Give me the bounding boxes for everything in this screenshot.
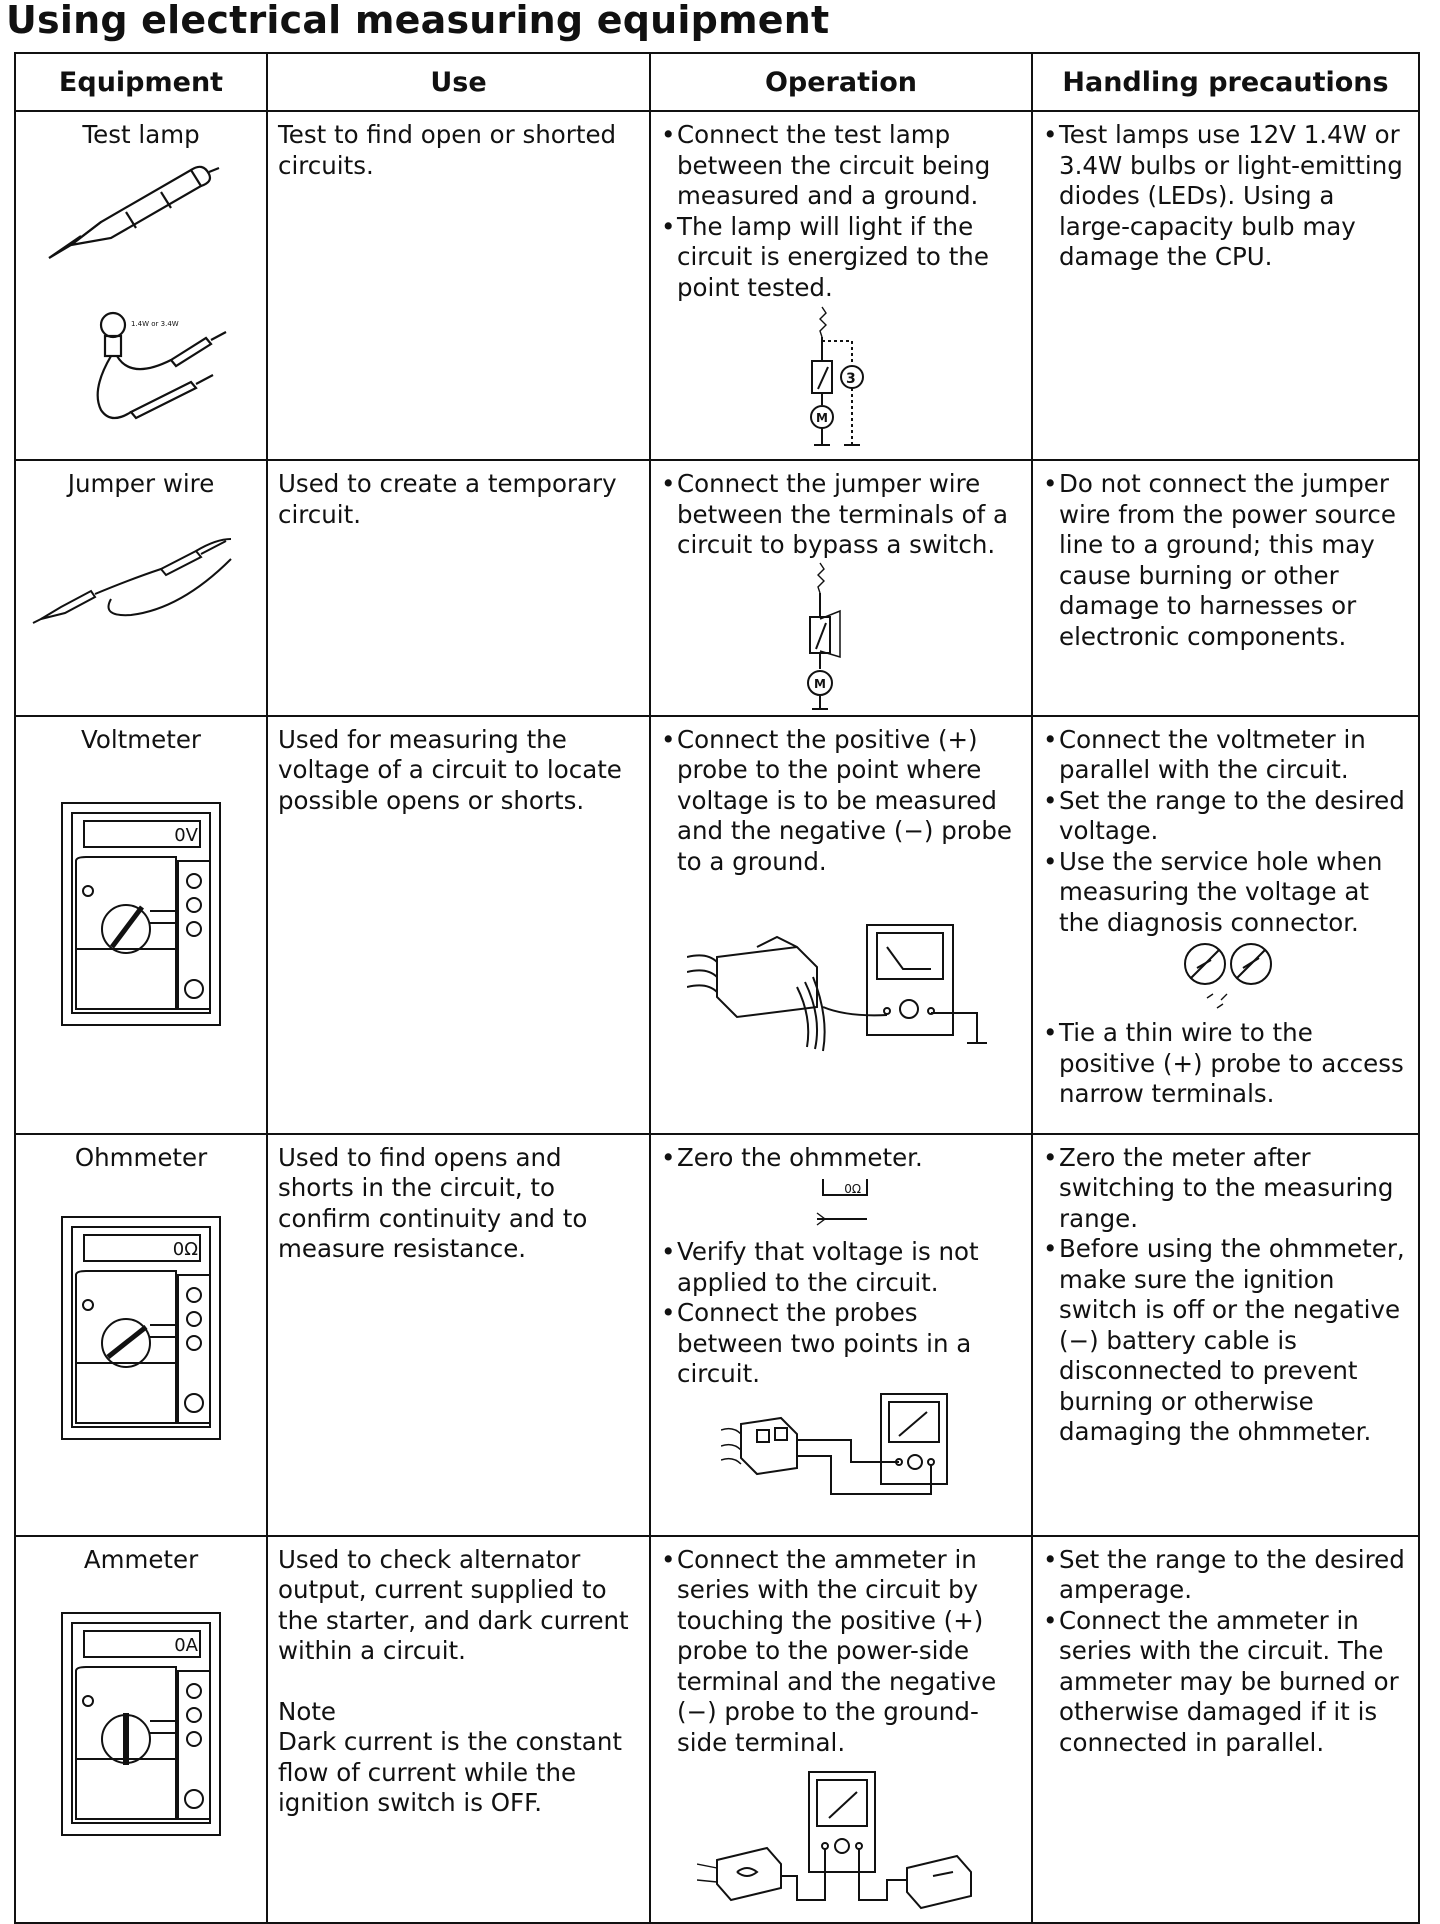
list-item: • Test lamps use 12V 1.4W or 3.4W bulbs or light-emitting diodes (LEDs). Using a large-capacity bulb may damage the CPU. — [1043, 120, 1410, 273]
use-cell — [267, 1536, 650, 1924]
list-item: • Connect the jumper wire between the terminals of a circuit to bypass a switch. — [661, 469, 1023, 561]
precautions-cell — [1032, 716, 1419, 1134]
prohibited-connection-icon — [1167, 938, 1287, 1018]
operation-cell — [650, 716, 1032, 1134]
header-row — [15, 53, 1419, 111]
equipment-name: Jumper wire — [67, 469, 215, 498]
lamp-symbol-label: 3 — [846, 371, 856, 387]
use-text: Used for measuring the voltage of a circuit to locate possible opens or shorts. — [278, 724, 622, 815]
voltmeter-icon — [56, 799, 226, 1029]
zero-adjust-diagram — [811, 1173, 891, 1229]
equipment-cell — [15, 1134, 267, 1536]
precautions-list — [1043, 469, 1410, 652]
equipment-table — [14, 52, 1420, 1924]
voltmeter-connection-diagram — [687, 917, 997, 1067]
meter-display: 0V — [174, 824, 198, 846]
zero-display: 0Ω — [844, 1182, 861, 1196]
equipment-name: Ammeter — [83, 1544, 199, 1574]
operation-list — [661, 469, 1023, 561]
precautions-list — [1043, 1545, 1410, 1759]
header-precautions: Handling precautions — [1032, 53, 1419, 111]
equipment-cell — [15, 716, 267, 1134]
motor-symbol-label: M — [814, 676, 826, 691]
operation-cell — [650, 111, 1032, 460]
precautions-cell — [1032, 111, 1419, 460]
operation-list — [661, 1545, 1023, 1759]
equipment-cell — [15, 460, 267, 716]
meter-display: 0Ω — [172, 1238, 198, 1260]
operation-list — [661, 120, 1023, 303]
list-item: • Set the range to the desired voltage. — [1043, 786, 1410, 847]
ammeter-icon — [56, 1609, 226, 1839]
list-item: • Connect the test lamp between the circuit being measured and a ground. — [661, 120, 1023, 212]
table-row — [15, 716, 1419, 1134]
list-item: • Connect the positive (+) probe to the point where voltage is to be measured and the negative (−) probe to a ground. — [661, 725, 1023, 878]
ohmmeter-icon — [56, 1213, 226, 1443]
header-use: Use — [267, 53, 650, 111]
precautions-list — [1043, 120, 1410, 273]
list-item: • Set the range to the desired amperage. — [1043, 1545, 1410, 1606]
header-equipment: Equipment — [15, 53, 267, 111]
equipment-cell — [15, 1536, 267, 1924]
page-title: Using electrical measuring equipment — [6, 0, 830, 42]
list-item: • Use the service hole when measuring the voltage at the diagnosis connector. — [1043, 847, 1410, 939]
list-item: • Before using the ohmmeter, make sure the ignition switch is off or the negative (−) battery cable is disconnected to prevent burning or otherwise damaging the ohmmeter. — [1043, 1234, 1410, 1448]
ohmmeter-connection-diagram — [721, 1390, 961, 1500]
equipment-name: Test lamp — [82, 120, 200, 149]
list-item: • Zero the ohmmeter. — [661, 1143, 1023, 1174]
operation-cell — [650, 460, 1032, 716]
operation-list — [661, 725, 1023, 878]
jumper-wire-circuit-diagram — [782, 561, 902, 711]
equipment-name: Ohmmeter — [74, 1142, 208, 1172]
operation-cell — [650, 1134, 1032, 1536]
jumper-wire-icon — [31, 499, 251, 629]
use-cell — [267, 111, 650, 460]
use-text: Used to check alternator output, current supplied to the starter, and dark current within a circuit. — [278, 1544, 629, 1665]
table-row — [15, 460, 1419, 716]
use-cell — [267, 1134, 650, 1536]
motor-symbol-label: M — [816, 411, 828, 425]
meter-display: 0A — [174, 1634, 198, 1656]
precautions-cell — [1032, 1134, 1419, 1536]
use-text: Test to find open or shorted circuits. — [278, 120, 617, 180]
list-item: • Connect the ammeter in series with the circuit. The ammeter may be burned or otherwise damaged if it is connected in parallel. — [1043, 1606, 1410, 1759]
operation-list-first — [661, 1143, 1023, 1174]
table-row — [15, 1536, 1419, 1924]
list-item: • Connect the voltmeter in parallel with the circuit. — [1043, 725, 1410, 786]
precautions-cell — [1032, 460, 1419, 716]
note-title: Note — [278, 1696, 336, 1726]
list-item: • Connect the ammeter in series with the circuit by touching the positive (+) probe to the power-side terminal and the negative (−) probe to the ground-side terminal. — [661, 1545, 1023, 1759]
precautions-list — [1043, 1143, 1410, 1448]
use-text: Used to create a temporary circuit. — [278, 469, 617, 529]
operation-list — [661, 1237, 1023, 1390]
header-operation: Operation — [650, 53, 1032, 111]
list-item: • Connect the probes between two points in a circuit. — [661, 1298, 1023, 1390]
test-lamp-circuit-diagram — [782, 305, 902, 455]
use-cell — [267, 460, 650, 716]
list-item: • The lamp will light if the circuit is energized to the point tested. — [661, 212, 1023, 304]
operation-cell — [650, 1536, 1032, 1924]
precautions-cell — [1032, 1536, 1419, 1924]
precautions-list — [1043, 725, 1410, 939]
use-text: Used to find opens and shorts in the circuit, to confirm continuity and to measure resistance. — [278, 1142, 588, 1263]
bulb-rating-label: 1.4W or 3.4W — [131, 320, 179, 328]
list-item: • Tie a thin wire to the positive (+) probe to access narrow terminals. — [1043, 1018, 1410, 1110]
precautions-list-continued — [1043, 1018, 1410, 1110]
equipment-name: Voltmeter — [81, 724, 201, 754]
ammeter-connection-diagram — [697, 1768, 987, 1918]
table-row — [15, 1134, 1419, 1536]
note-text: Dark current is the constant flow of current while the ignition switch is OFF. — [278, 1727, 622, 1817]
list-item: • Zero the meter after switching to the measuring range. — [1043, 1143, 1410, 1235]
equipment-cell — [15, 111, 267, 460]
use-cell — [267, 716, 650, 1134]
table-row — [15, 111, 1419, 460]
test-lamp-icon — [41, 150, 241, 440]
list-item: • Verify that voltage is not applied to the circuit. — [661, 1237, 1023, 1298]
list-item: • Do not connect the jumper wire from the power source line to a ground; this may cause burning or other damage to harnesses or electronic components. — [1043, 469, 1410, 652]
